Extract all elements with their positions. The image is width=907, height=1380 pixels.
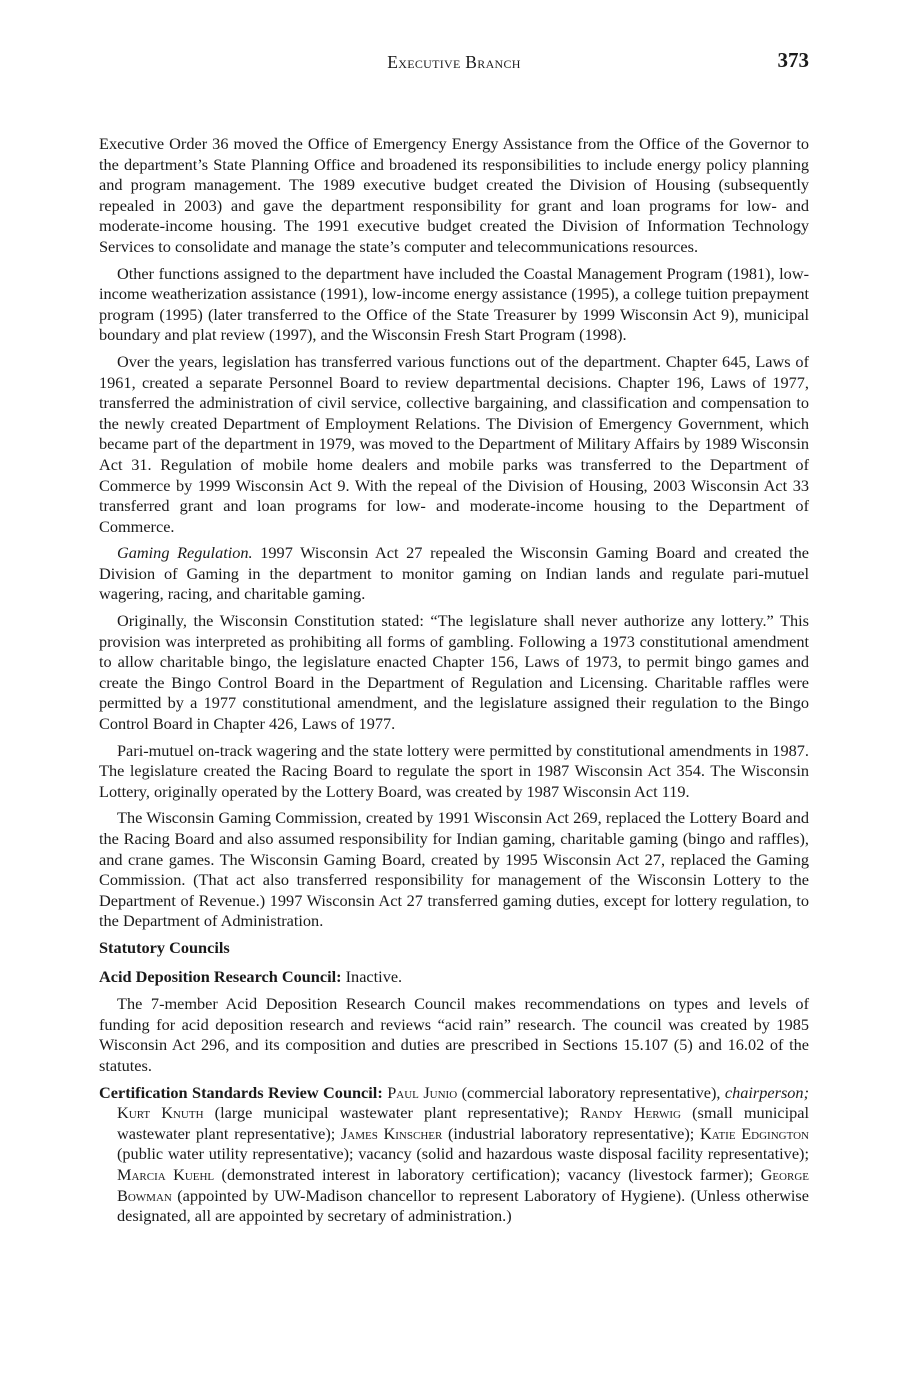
member-role: chairperson;: [724, 1082, 809, 1102]
certification-council-entry: Certification Standards Review Council: Paul Junio (commercial laboratory representative), chairperson; Kurt Knuth (large municipal wastewater plant representative); Randy Herwig (small municipal wastewater plant representative); James Kinscher (industrial laboratory representative); Katie Edgington (public water utility representative); vacancy (solid and hazardous waste disposal facility representative); Marcia Kuehl (demonstrated interest in laboratory certification); vacancy (livestock farmer); George Bowman (appointed by UW-Madison chancellor to represent Laboratory of Hygiene). (Unless otherwise designated, all are appointed by secretary of administration.): [99, 1082, 810, 1226]
paragraph-gaming-commission: The Wisconsin Gaming Commission, created by 1991 Wisconsin Act 269, replaced the Lottery Board and the Racing Board and also assumed responsibility for Indian gaming, charitable gaming (bingo and raffles), and crane games. The Wisconsin Gaming Board, created by 1995 Wisconsin Act 27, replaced the Gaming Commission. (That act also transferred responsibility for management of the Wisconsin Lottery to the Department of Revenue.) 1997 Wisconsin Act 27 transferred gaming duties, except for lottery regulation, to the Department of Administration.: [99, 808, 809, 931]
member-name: Paul Junio: [387, 1082, 458, 1102]
member-name: Kurt Knuth: [117, 1103, 204, 1123]
member-name: James Kinscher: [340, 1123, 443, 1143]
paragraph-gaming-regulation: [99, 543, 809, 605]
page-header: [99, 48, 809, 80]
paragraph-executive-order: Executive Order 36 moved the Office of Emergency Energy Assistance from the Office of the Governor to the department’s State Planning Office and broadened its responsibilities to include energy policy planning and program management. The 1989 executive budget created the Division of Housing (subsequently repealed in 2003) and gave the department responsibility for grant and loan programs for low- and moderate-income housing. The 1991 executive budget created the Division of Information Technology Services to consolidate and manage the state’s computer and telecommunications resources.: [99, 134, 809, 256]
paragraph-transfers: Over the years, legislation has transferred various functions out of the department. Chapter 645, Laws of 1961, created a separate Personnel Board to review departmental decisions. Chapter 196, Laws of 1977, transferred the administration of civil service, collective bargaining, and classification and compensation to the newly created Department of Employment Relations. The Division of Emergency Government, which became part of the department in 1979, was moved to the Department of Military Affairs by 1989 Wisconsin Act 31. Regulation of mobile home dealers and mobile parks was transferred to the Department of Commerce by 1999 Wisconsin Act 9. With the repeal of the Division of Housing, 2003 Wisconsin Act 33 transferred grant and loan programs for low- and moderate-income housing to the Department of Commerce.: [99, 351, 809, 536]
paragraph-pari-mutuel: Pari-mutuel on-track wagering and the state lottery were permitted by constitutional amendments in 1987. The legislature created the Racing Board to regulate the sport in 1987 Wisconsin Act 354. The Wisconsin Lottery, originally operated by the Lottery Board, was created by 1987 Wisconsin Act 119.: [99, 740, 809, 801]
gaming-regulation-text: 1997 Wisconsin Act 27 repealed the Wisconsin Gaming Board and created the Division of Gaming in the department to monitor gaming on Indian lands and regulate pari-mutuel wagering, racing, and charitable gaming.: [99, 543, 810, 604]
paragraph-other-functions: Other functions assigned to the department have included the Coastal Management Program (1981), low-income weatherization assistance (1991), low-income energy assistance (1995), a college tuition prepayment program (1995) (later transferred to the Office of the State Treasurer by 1999 Wisconsin Act 9), municipal boundary and plat review (1997), and the Wisconsin Fresh Start Program (1998).: [99, 263, 809, 345]
member-name: Katie Edgington: [699, 1123, 810, 1143]
paragraph-constitution: Originally, the Wisconsin Constitution stated: “The legislature shall never authorize any lottery.” This provision was interpreted as prohibiting all forms of gambling. Following a 1973 constitutional amendment to allow charitable bingo, the legislature enacted Chapter 156, Laws of 1973, to permit bingo games and create the Bingo Control Board in the Department of Regulation and Licensing. Charitable raffles were permitted by a 1977 constitutional amendment, and the legislature assigned their regulation to the Bingo Control Board in Chapter 426, Laws of 1977.: [99, 611, 809, 734]
page-number: 373: [777, 48, 809, 72]
member-name: Marcia Kuehl: [117, 1164, 215, 1184]
acid-council-status: Inactive.: [341, 966, 403, 986]
member-name: Randy Herwig: [580, 1103, 681, 1123]
acid-council-description: The 7-member Acid Deposition Research Council makes recommendations on types and levels of funding for acid deposition research and reviews “acid rain” research. The council was created by 1985 Wisconsin Act 296, and its composition and duties are prescribed in Sections 15.107 (5) and 16.02 of the statutes.: [99, 994, 809, 1075]
section-heading: Statutory Councils: [99, 937, 230, 957]
running-head: Executive Branch: [387, 52, 521, 72]
page-body: [99, 134, 809, 1233]
gaming-regulation-lead: Gaming Regulation.: [117, 543, 253, 563]
member-name: George Bowman: [117, 1164, 809, 1205]
certification-council-title: Certification Standards Review Council:: [99, 1082, 383, 1102]
acid-council-heading: [99, 967, 809, 988]
acid-council-title: Acid Deposition Research Council:: [99, 966, 342, 986]
